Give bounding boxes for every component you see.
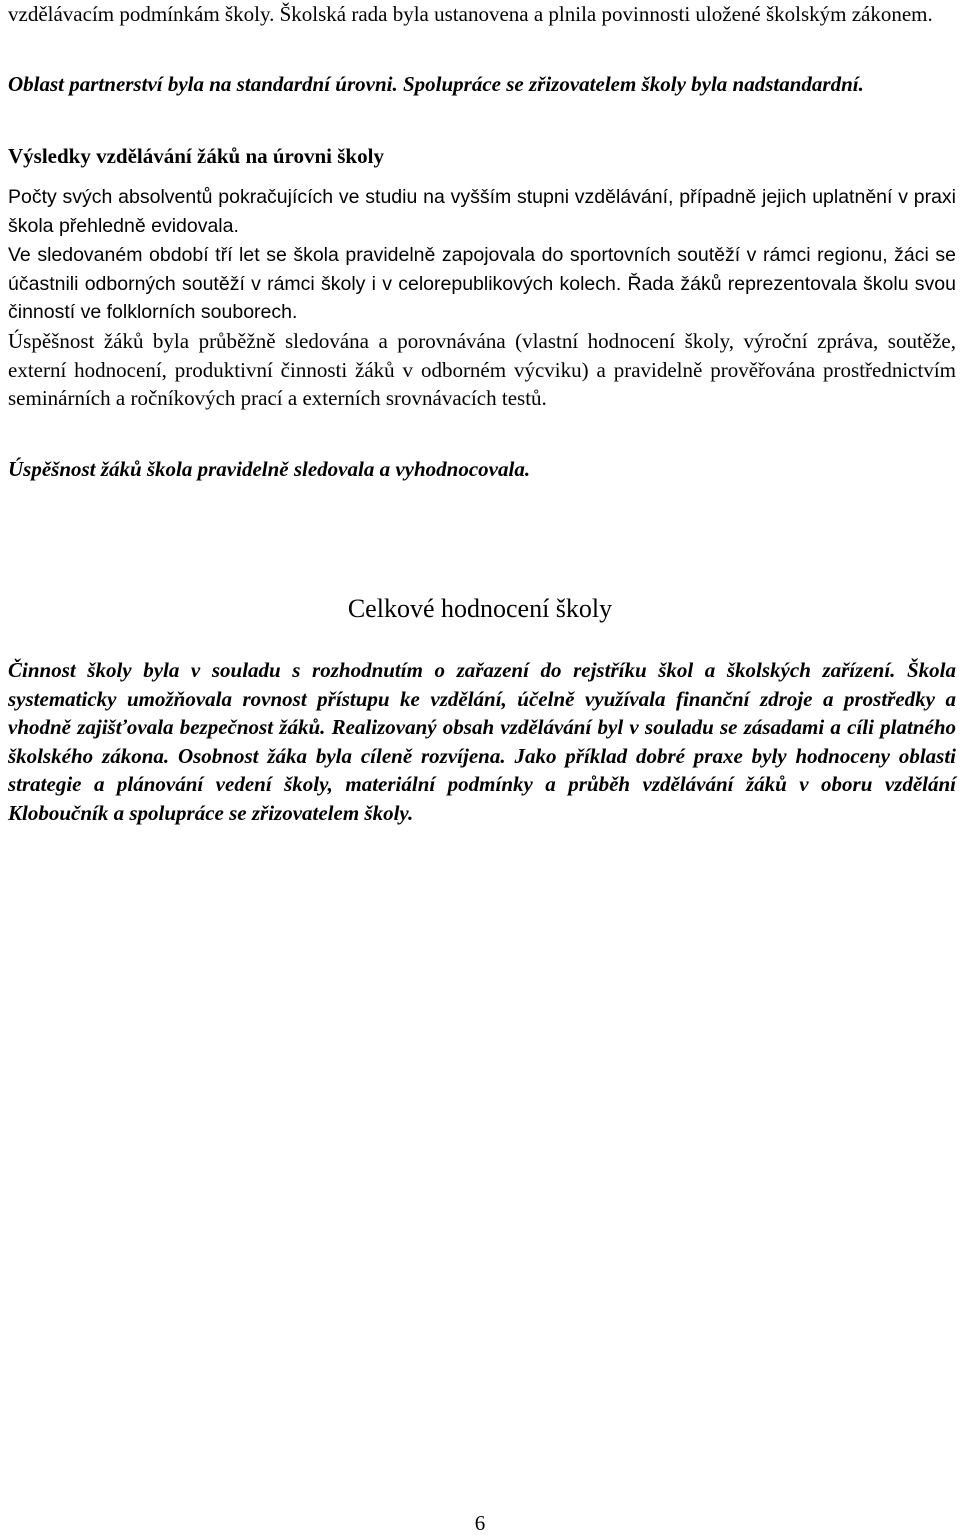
summary-paragraph: Činnost školy byla v souladu s rozhodnutím o zařazení do rejstříku škol a školských zařízení. Škola systematicky umožňovala rovnost přístupu ke vzdělání, účelně využívala finanční zdroje a prostředky a vhodně zajišťovala bezpečnost žáků. Realizovaný obsah vzdělávání byl v souladu se zásadami a cíli platného školského zákona. Osobnost žáka byla cíleně rozvíjena. Jako příklad dobré praxe byly hodnoceny oblasti strategie a plánování vedení školy, materiální podmínky a průběh vzdělávání žáků v oboru vzdělání Kloboučník a spolupráce se zřizovatelem školy. [8,658,956,825]
paragraph-graduates-records: Počty svých absolventů pokračujících ve studiu na vyšším stupni vzdělávání, případně jejich uplatnění v praxi škola přehledně evidovala. [8,186,956,237]
summary-title: Celkové hodnocení školy [347,594,613,623]
paragraph-partnership-assessment: Oblast partnerství byla na standardní úrovni. Spolupráce se zřizovatelem školy byla nadstandardní. [8,72,864,96]
paragraph-competitions: Ve sledovaném období tří let se škola pravidelně zapojovala do sportovních soutěží v rámci regionu, žáci se účastnili odborných soutěží v rámci školy i v celorepublikových kolech. Řada žáků reprezentovala školu svou činností ve folklorních souborech. [8,244,956,324]
paragraph-success-conclusion: Úspěšnost žáků škola pravidelně sledovala a vyhodnocovala. [8,457,531,481]
page-number: 6 [474,1511,486,1535]
paragraph-school-council: vzdělávacím podmínkám školy. Školská rada byla ustanovena a plnila povinnosti uložené školským zákonem. [8,2,933,26]
section-heading-results: Výsledky vzdělávání žáků na úrovni školy [8,144,384,168]
paragraph-success-monitoring: Úspěšnost žáků byla průběžně sledována a porovnávána (vlastní hodnocení školy, výroční zpráva, soutěže, externí hodnocení, produktivní činnosti žáků v odborném výcviku) a pravidelně prověřována prostřednictvím seminárních a ročníkových prací a externích srovnávacích testů. [8,329,956,411]
